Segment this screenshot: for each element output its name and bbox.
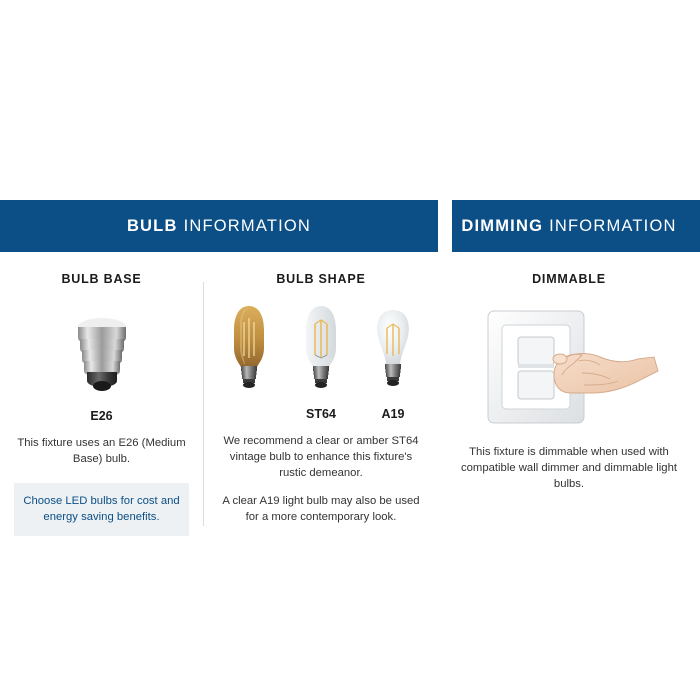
led-tip-callout: Choose LED bulbs for cost and energy saving benefits. xyxy=(14,483,189,536)
amber-st64-bulb-icon xyxy=(218,300,280,405)
panel-separator xyxy=(438,200,452,520)
bulb-shape-label-1: ST64 xyxy=(306,407,336,421)
bulb-shape-labels xyxy=(218,407,424,421)
bulb-information-panel xyxy=(0,200,438,536)
bulb-shape-label-2: A19 xyxy=(381,407,405,421)
dimming-information-panel xyxy=(438,200,700,536)
bulb-base-e26-icon xyxy=(14,300,189,405)
bulb-shape-heading: BULB SHAPE xyxy=(276,272,366,286)
bulb-base-column xyxy=(0,272,203,536)
clear-a19-bulb-icon xyxy=(362,300,424,405)
wall-dimmer-switch-with-hand-icon xyxy=(456,300,682,432)
bulb-shape-text: We recommend a clear or amber ST64 vintage bulb to enhance this fixture's rustic demeanor. xyxy=(223,435,419,480)
bulb-shape-column xyxy=(204,272,438,536)
bulb-information-header-light: INFORMATION xyxy=(183,216,312,235)
dimmable-heading: DIMMABLE xyxy=(532,272,606,286)
bulb-information-body xyxy=(0,252,438,536)
dimmable-text: This fixture is dimmable when used with compatible wall dimmer and dimmable light bulbs. xyxy=(461,446,677,491)
bulb-base-text: This fixture uses an E26 (Medium Base) bulb. xyxy=(17,437,186,466)
bulb-information-header xyxy=(0,200,438,252)
bulb-base-label: E26 xyxy=(90,409,113,423)
clear-st64-bulb-icon xyxy=(290,300,352,405)
dimming-information-header-light: INFORMATION xyxy=(549,216,677,235)
bulb-information-header-strong: BULB xyxy=(126,216,178,235)
dimming-information-header xyxy=(438,200,700,252)
bulb-shape-label-0 xyxy=(218,407,280,421)
bulb-columns xyxy=(0,272,438,536)
bulb-shape-text-secondary: A clear A19 light bulb may also be used for a more contemporary look. xyxy=(222,495,420,524)
bulb-base-heading: BULB BASE xyxy=(61,272,142,286)
dimming-information-header-strong: DIMMING xyxy=(461,216,544,235)
panels-container xyxy=(0,200,700,536)
bulb-shape-icons xyxy=(218,300,424,405)
dimming-information-body xyxy=(438,252,700,492)
